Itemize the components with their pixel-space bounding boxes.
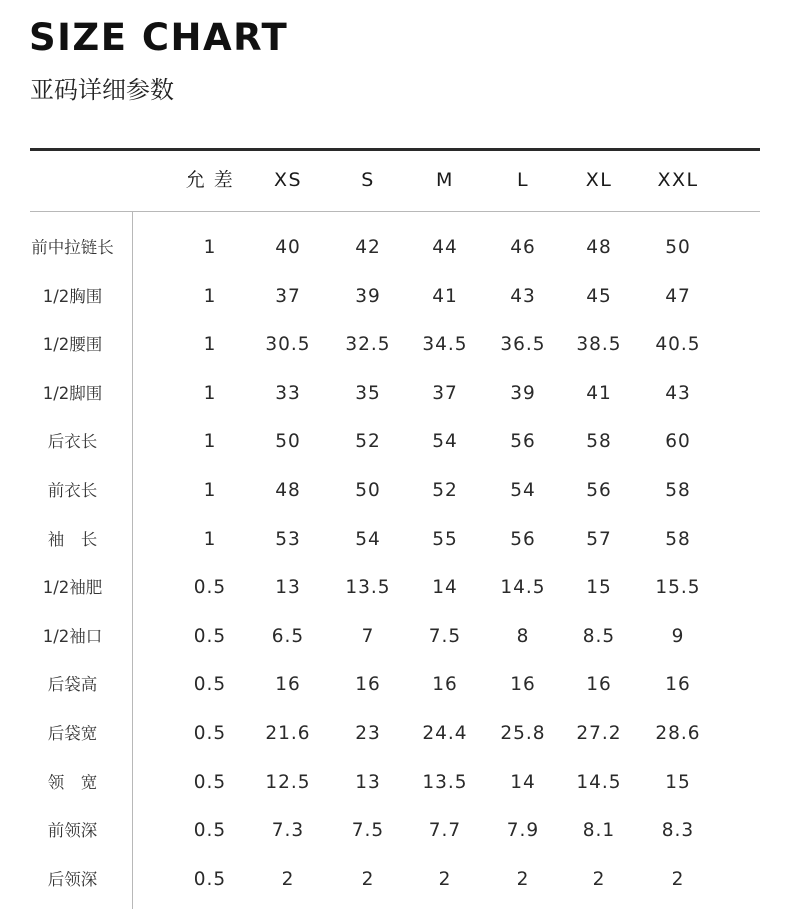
tolerance-cell: 0.5	[193, 771, 227, 793]
size-value-cell: 50	[355, 480, 381, 501]
row-label: 1/2脚围	[42, 383, 103, 403]
size-value-cell: 27.2	[576, 723, 622, 744]
tolerance-cell: 1	[203, 382, 217, 404]
size-value-cell: 60	[665, 431, 691, 453]
size-value-cell: 16	[355, 674, 381, 696]
header-size-l: L	[516, 169, 530, 191]
tolerance-cell: 1	[203, 285, 217, 307]
table-top-rule	[30, 148, 760, 151]
size-value-cell: 14	[432, 577, 458, 599]
size-value-cell: 35	[355, 382, 381, 404]
size-value-cell: 15	[586, 577, 612, 599]
size-value-cell: 21.6	[265, 723, 311, 744]
tolerance-cell: 0.5	[193, 820, 227, 842]
size-value-cell: 53	[275, 528, 301, 550]
size-value-cell: 24.4	[422, 723, 468, 744]
tolerance-cell: 0.5	[193, 577, 227, 599]
table-row	[0, 325, 790, 365]
size-value-cell: 36.5	[500, 334, 546, 356]
size-value-cell: 16	[665, 674, 691, 696]
table-row	[0, 617, 790, 657]
size-value-cell: 13	[355, 771, 381, 793]
size-value-cell: 12.5	[265, 771, 311, 793]
table-row	[0, 228, 790, 268]
size-value-cell: 46	[510, 237, 536, 258]
row-label: 前中拉链长	[31, 238, 114, 257]
size-value-cell: 45	[586, 285, 612, 307]
size-value-cell: 44	[432, 237, 458, 258]
size-value-cell: 13	[275, 577, 301, 599]
size-value-cell: 43	[665, 382, 691, 404]
size-value-cell: 13.5	[422, 771, 468, 793]
size-value-cell: 8	[516, 625, 530, 647]
table-row	[0, 860, 790, 900]
size-value-cell: 47	[665, 285, 691, 307]
size-value-cell: 56	[586, 480, 612, 501]
size-value-cell: 41	[586, 382, 612, 404]
size-value-cell: 7.5	[428, 625, 462, 647]
size-value-cell: 52	[355, 431, 381, 453]
size-value-cell: 8.5	[582, 625, 616, 647]
size-value-cell: 2	[438, 868, 452, 890]
size-value-cell: 7.9	[506, 820, 540, 842]
size-value-cell: 16	[510, 674, 536, 696]
size-value-cell: 43	[510, 285, 536, 307]
row-label: 前衣长	[47, 481, 98, 500]
row-label: 领 宽	[47, 772, 98, 792]
table-row	[0, 811, 790, 851]
row-label: 后衣长	[47, 432, 98, 452]
tolerance-cell: 1	[203, 480, 217, 501]
row-label: 1/2袖肥	[42, 578, 103, 598]
size-value-cell: 7.5	[351, 820, 385, 842]
size-value-cell: 33	[275, 382, 301, 404]
size-value-cell: 50	[665, 237, 691, 258]
size-value-cell: 54	[432, 431, 458, 453]
size-value-cell: 55	[432, 528, 458, 550]
size-value-cell: 28.6	[655, 723, 701, 744]
row-label: 后袋宽	[47, 724, 98, 743]
table-row	[0, 471, 790, 511]
table-header-rule	[30, 211, 760, 212]
size-value-cell: 8.1	[582, 820, 616, 842]
tolerance-cell: 0.5	[193, 723, 227, 744]
size-value-cell: 48	[586, 237, 612, 258]
size-value-cell: 2	[281, 868, 295, 890]
row-label: 1/2胸围	[42, 286, 103, 306]
size-value-cell: 23	[355, 723, 381, 744]
table-row	[0, 374, 790, 414]
size-value-cell: 6.5	[271, 625, 305, 647]
tolerance-cell: 0.5	[193, 674, 227, 696]
tolerance-cell: 1	[203, 431, 217, 453]
size-value-cell: 16	[586, 674, 612, 696]
row-label: 1/2腰围	[42, 335, 103, 355]
size-value-cell: 14.5	[500, 577, 546, 599]
size-value-cell: 50	[275, 431, 301, 453]
size-value-cell: 54	[510, 480, 536, 501]
size-value-cell: 41	[432, 285, 458, 307]
tolerance-cell: 1	[203, 528, 217, 550]
size-value-cell: 14.5	[576, 771, 622, 793]
size-value-cell: 48	[275, 480, 301, 501]
size-value-cell: 8.3	[661, 820, 695, 842]
tolerance-cell: 0.5	[193, 868, 227, 890]
header-size-m: M	[436, 169, 454, 191]
size-value-cell: 39	[510, 382, 536, 404]
size-value-cell: 40	[275, 237, 301, 258]
size-value-cell: 13.5	[345, 577, 391, 599]
row-label: 前领深	[47, 821, 98, 841]
table-header-row	[0, 160, 790, 200]
header-size-xl: XL	[585, 169, 613, 191]
header-tolerance: 允 差	[185, 169, 235, 191]
size-value-cell: 30.5	[265, 334, 311, 356]
size-value-cell: 38.5	[576, 334, 622, 356]
size-value-cell: 58	[586, 431, 612, 453]
size-value-cell: 14	[510, 771, 536, 793]
size-value-cell: 16	[275, 674, 301, 696]
size-value-cell: 15.5	[655, 577, 701, 599]
size-value-cell: 39	[355, 285, 381, 307]
size-value-cell: 58	[665, 480, 691, 501]
table-row	[0, 422, 790, 462]
header-size-xs: XS	[273, 169, 303, 191]
table-row	[0, 714, 790, 754]
size-value-cell: 2	[361, 868, 375, 890]
row-label: 袖 长	[47, 529, 98, 549]
size-value-cell: 2	[516, 868, 530, 890]
page-title: SIZE CHART	[29, 16, 289, 59]
size-value-cell: 42	[355, 237, 381, 258]
size-value-cell: 2	[592, 868, 606, 890]
row-label: 1/2袖口	[42, 626, 103, 646]
header-size-s: S	[361, 169, 375, 191]
size-value-cell: 56	[510, 528, 536, 550]
tolerance-cell: 1	[203, 237, 217, 258]
page-subtitle: 亚码详细参数	[30, 76, 174, 104]
size-value-cell: 7	[361, 625, 375, 647]
table-row	[0, 277, 790, 317]
size-value-cell: 7.3	[271, 820, 305, 842]
table-row	[0, 568, 790, 608]
size-value-cell: 7.7	[428, 820, 462, 842]
size-value-cell: 32.5	[345, 334, 391, 356]
tolerance-cell: 1	[203, 334, 217, 356]
size-value-cell: 37	[432, 382, 458, 404]
row-label: 后袋高	[47, 675, 98, 695]
size-value-cell: 2	[671, 868, 685, 890]
size-value-cell: 52	[432, 480, 458, 501]
size-value-cell: 37	[275, 285, 301, 307]
size-value-cell: 40.5	[655, 334, 701, 356]
size-value-cell: 34.5	[422, 334, 468, 356]
size-value-cell: 56	[510, 431, 536, 453]
header-size-xxl: XXL	[657, 169, 699, 191]
size-value-cell: 54	[355, 528, 381, 550]
size-value-cell: 57	[586, 528, 612, 550]
table-row	[0, 665, 790, 705]
size-value-cell: 15	[665, 771, 691, 793]
tolerance-cell: 0.5	[193, 625, 227, 647]
size-value-cell: 9	[671, 625, 685, 647]
row-label: 后领深	[47, 869, 98, 889]
table-row	[0, 520, 790, 560]
table-row	[0, 763, 790, 803]
size-value-cell: 25.8	[500, 723, 546, 744]
size-value-cell: 58	[665, 528, 691, 550]
size-value-cell: 16	[432, 674, 458, 696]
